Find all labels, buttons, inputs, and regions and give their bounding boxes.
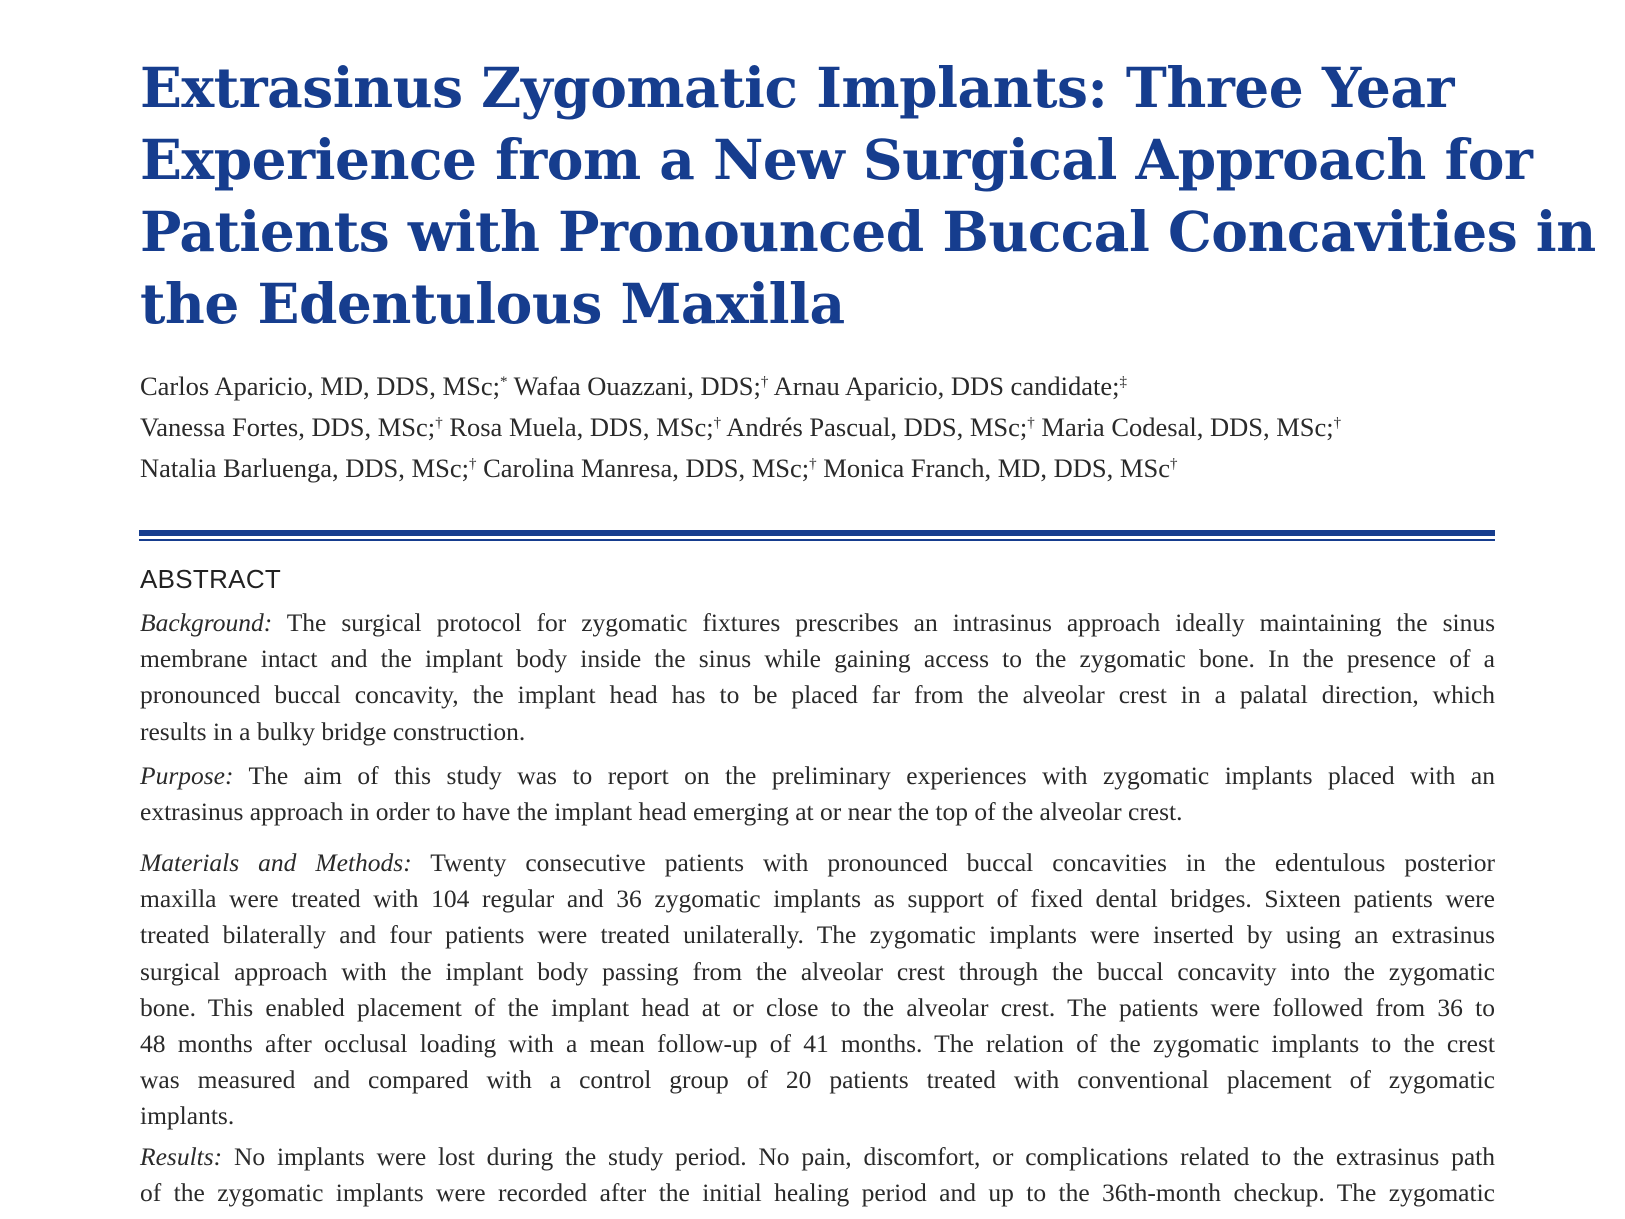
author: Maria Codesal, DDS, MSc; [1034, 412, 1334, 442]
text-line [140, 1139, 1495, 1175]
text-line: surgical approach with the implant body passing from the alveolar crest through the buccal concavity into the zygomatic [140, 956, 1495, 986]
affiliation-mark: ‡ [1119, 374, 1127, 390]
abstract-background [140, 605, 1495, 750]
affiliation-mark: * [499, 374, 508, 390]
abstract-heading: ABSTRACT [140, 564, 282, 594]
affiliation-mark: † [435, 415, 443, 431]
header-rule [139, 530, 1495, 536]
text-line: implants. [140, 1101, 235, 1131]
author: Rosa Muela, DDS, MSc; [442, 412, 714, 442]
author: Natalia Barluenga, DDS, MSc; [140, 453, 469, 483]
author-line [140, 407, 1500, 448]
affiliation-mark: † [1027, 415, 1035, 431]
author: Monica Franch, MD, DDS, MSc [816, 453, 1170, 483]
text-line: maxilla were treated with 104 regular and 36 zygomatic implants as support of fixed dental bridges. Sixteen patients were [140, 884, 1495, 914]
line-text: The surgical protocol for zygomatic fixtures prescribes an intrasinus approach ideally maintaining the sinus [272, 608, 1495, 637]
author: Carlos Aparicio, MD, DDS, MSc; [140, 371, 500, 401]
author-line [140, 366, 1500, 407]
section-label: Purpose: [140, 761, 234, 790]
line-text: The aim of this study was to report on the preliminary experiences with zygomatic implants placed with an [233, 761, 1495, 790]
text-line: bone. This enabled placement of the implant head at or close to the alveolar crest. The patients were followed from 36 to [140, 992, 1495, 1022]
line-text: No implants were lost during the study period. No pain, discomfort, or complications related to the extrasinus path [222, 1142, 1495, 1171]
text-line [140, 758, 1495, 794]
text-line: extrasinus approach in order to have the implant head emerging at or near the top of the alveolar crest. [140, 797, 1183, 827]
author: Carolina Manresa, DDS, MSc; [476, 453, 810, 483]
section-label: Background: [140, 608, 273, 637]
abstract-purpose [140, 758, 1495, 830]
section-label: Results: [140, 1142, 223, 1171]
author: Vanessa Fortes, DDS, MSc; [140, 412, 436, 442]
title-line: the Edentulous Maxilla [140, 271, 845, 336]
author-line [140, 448, 1500, 489]
affiliation-mark: † [809, 456, 817, 472]
header-rule-thin [139, 539, 1495, 541]
affiliation-mark: † [1169, 456, 1178, 472]
section-label: Materials and Methods: [140, 848, 412, 877]
article-title [140, 52, 1596, 340]
text-line: of the zygomatic implants were recorded after the initial healing period and up to the 36th-month checkup. The zygomatic [140, 1178, 1495, 1208]
text-line: pronounced buccal concavity, the implant head has to be placed far from the alveolar crest in a palatal direction, which [140, 680, 1495, 710]
affiliation-mark: † [713, 415, 722, 431]
title-line: Extrasinus Zygomatic Implants: Three Year [140, 55, 1455, 120]
abstract-methods [140, 845, 1495, 1135]
author: Arnau Aparicio, DDS candidate; [768, 371, 1120, 401]
affiliation-mark: † [468, 456, 477, 472]
abstract-results [140, 1139, 1495, 1211]
author-list [140, 366, 1500, 489]
text-line: results in a bulky bridge construction. [140, 716, 526, 746]
author: Wafaa Ouazzani, DDS; [507, 371, 761, 401]
text-line [140, 845, 1495, 881]
title-line: Patients with Pronounced Buccal Concavities in [140, 199, 1596, 264]
author: Andrés Pascual, DDS, MSc; [721, 412, 1028, 442]
text-line: 48 months after occlusal loading with a mean follow-up of 41 months. The relation of the zygomatic implants to the crest [140, 1028, 1495, 1058]
affiliation-mark: † [1333, 415, 1342, 431]
line-text: Twenty consecutive patients with pronounced buccal concavities in the edentulous posterior [411, 848, 1495, 877]
affiliation-mark: † [760, 374, 769, 390]
text-line: was measured and compared with a control group of 20 patients treated with conventional placement of zygomatic [140, 1065, 1495, 1095]
title-line: Experience from a New Surgical Approach for [140, 127, 1533, 192]
text-line: membrane intact and the implant body inside the sinus while gaining access to the zygomatic bone. In the presence of a [140, 644, 1495, 674]
text-line [140, 605, 1495, 641]
text-line: treated bilaterally and four patients were treated unilaterally. The zygomatic implants were inserted by using an extrasinus [140, 920, 1495, 950]
